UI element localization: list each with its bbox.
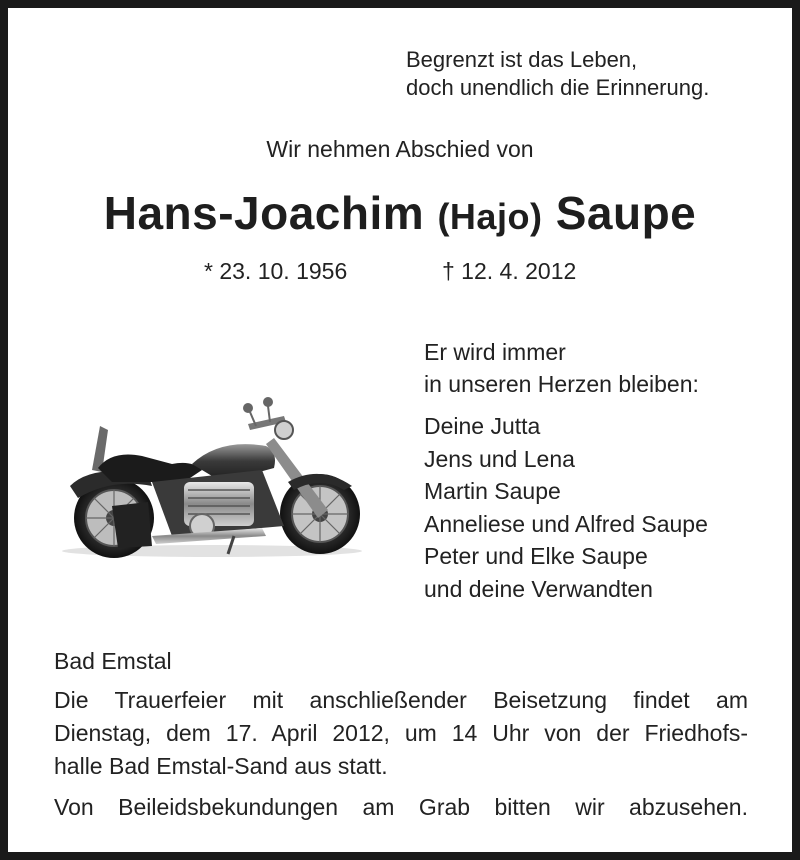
- funeral-line-3: halle Bad Emstal-Sand aus statt.: [54, 753, 388, 779]
- mourner: Anneliese und Alfred Saupe: [424, 510, 708, 537]
- dedication: [424, 336, 699, 400]
- motto-line-2: doch unendlich die Erinnerung.: [406, 75, 710, 100]
- nickname: (Hajo): [437, 196, 543, 237]
- deceased-name: [8, 186, 792, 240]
- intro-text: Wir nehmen Abschied von: [266, 136, 534, 162]
- mourner: Martin Saupe: [424, 478, 561, 504]
- condolence-note: Von Beileidsbekundungen am Grab bitten wir abzusehen.: [54, 794, 748, 820]
- mourner: Deine Jutta: [424, 413, 541, 439]
- dedication-line-2: in unseren Herzen bleiben:: [424, 371, 699, 397]
- funeral-info: [54, 684, 748, 783]
- motorcycle-icon: [52, 386, 372, 566]
- last-name: Saupe: [555, 187, 697, 239]
- motto-line-1: Begrenzt ist das Leben,: [406, 47, 638, 72]
- dedication-line-1: Er wird immer: [424, 339, 566, 365]
- first-name: Hans-Joachim: [103, 187, 425, 239]
- mourner: und deine Verwandten: [424, 575, 653, 602]
- funeral-line-2: Dienstag, dem 17. April 2012, um 14 Uhr von der Friedhofs-: [54, 720, 748, 746]
- place: Bad Emstal: [54, 648, 172, 674]
- funeral-line-1: Die Trauerfeier mit anschließender Beisetzung findet am: [54, 687, 748, 713]
- motto: [406, 46, 709, 102]
- death-date: † 12. 4. 2012: [442, 258, 577, 284]
- mourners-list: [424, 410, 708, 605]
- mourner: Peter und Elke Saupe: [424, 543, 648, 569]
- mourner: Jens und Lena: [424, 445, 575, 472]
- birth-date: * 23. 10. 1956: [204, 258, 348, 284]
